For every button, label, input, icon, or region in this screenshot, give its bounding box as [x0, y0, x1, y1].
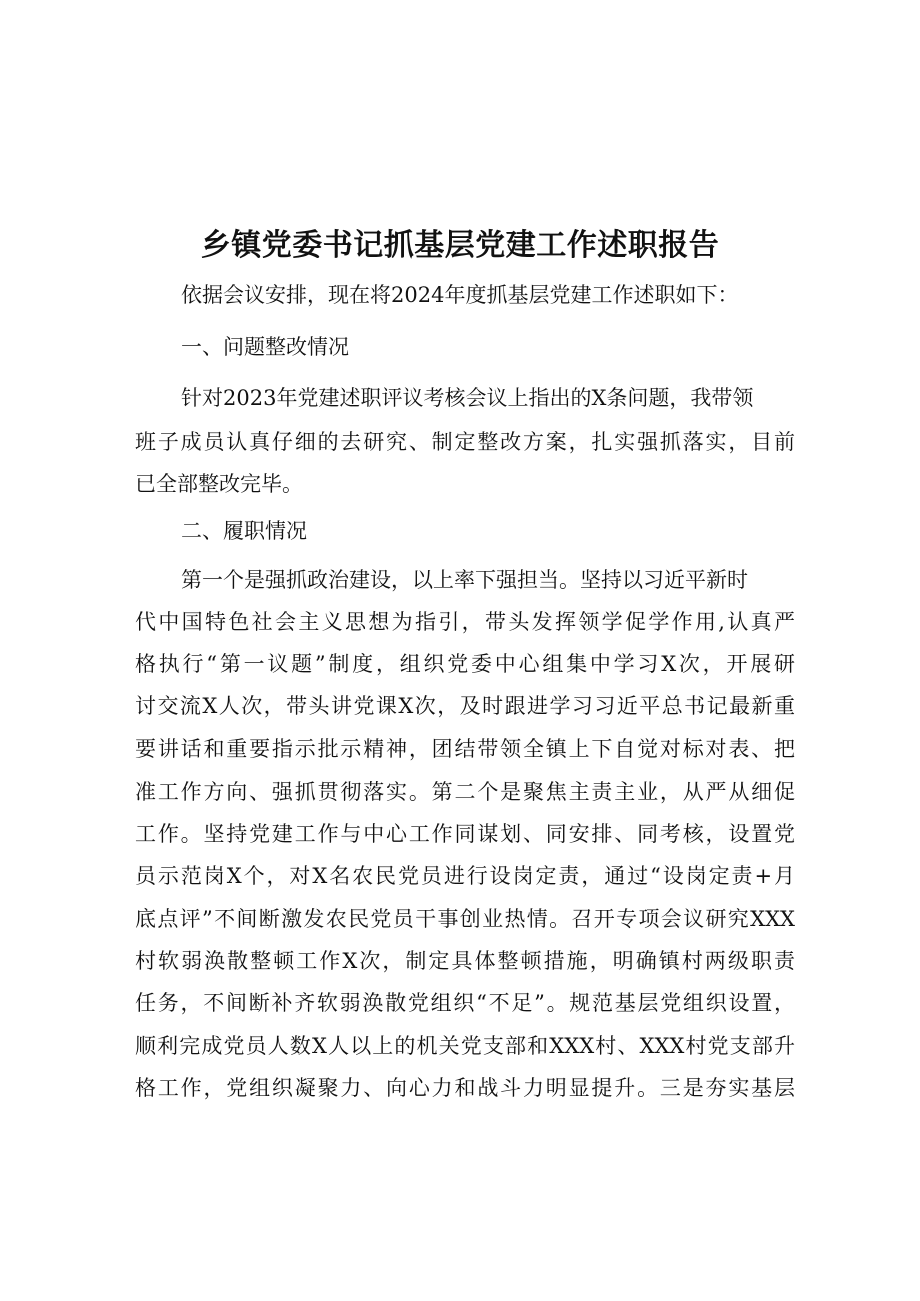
paragraph-line: 工作。坚持党建工作与中心工作同谋划、同安排、同考核，设置党 — [135, 822, 795, 846]
section-heading: 一、问题整改情况 — [181, 335, 349, 359]
paragraph-line: 准工作方向、强抓贯彻落实。第二个是聚焦主责主业，从严从细促 — [135, 780, 795, 804]
paragraph-line: 任务，不间断补齐软弱涣散党组织“不足”。规范基层党组织设置， — [135, 991, 795, 1015]
paragraph-line: 讨交流X人次，带头讲党课X次，及时跟进学习习近平总书记最新重 — [135, 694, 795, 718]
paragraph-line: 格工作，党组织凝聚力、向心力和战斗力明显提升。三是夯实基层 — [135, 1076, 795, 1100]
paragraph-line: 底点评”不间断激发农民党员干事创业热情。召开专项会议研究XXX — [135, 907, 795, 931]
intro-paragraph: 依据会议安排，现在将2024年度抓基层党建工作述职如下： — [181, 283, 739, 307]
paragraph-line: 第一个是强抓政治建设，以上率下强担当。坚持以习近平新时 — [181, 568, 748, 592]
paragraph-line: 顺利完成党员人数X人以上的机关党支部和XXX村、XXX村党支部升 — [135, 1034, 795, 1058]
paragraph-line: 代中国特色社会主义思想为指引，带头发挥领学促学作用,认真严 — [135, 610, 795, 634]
paragraph-line: 已全部整改完毕。 — [135, 472, 303, 496]
paragraph-line: 针对2023年党建述职评议考核会议上指出的X条问题，我带领 — [181, 386, 754, 410]
paragraph-line: 班子成员认真仔细的去研究、制定整改方案，扎实强抓落实，目前 — [135, 430, 795, 454]
document-title: 乡镇党委书记抓基层党建工作述职报告 — [200, 228, 720, 263]
paragraph-line: 要讲话和重要指示批示精神，团结带领全镇上下自觉对标对表、把 — [135, 737, 795, 761]
paragraph-line: 格执行“第一议题”制度，组织党委中心组集中学习X次，开展研 — [135, 652, 795, 676]
paragraph-line: 员示范岗X个，对X名农民党员进行设岗定责，通过“设岗定责+月 — [135, 864, 795, 888]
section-heading: 二、履职情况 — [181, 519, 307, 543]
paragraph-line: 村软弱涣散整顿工作X次，制定具体整顿措施，明确镇村两级职责 — [135, 949, 795, 973]
